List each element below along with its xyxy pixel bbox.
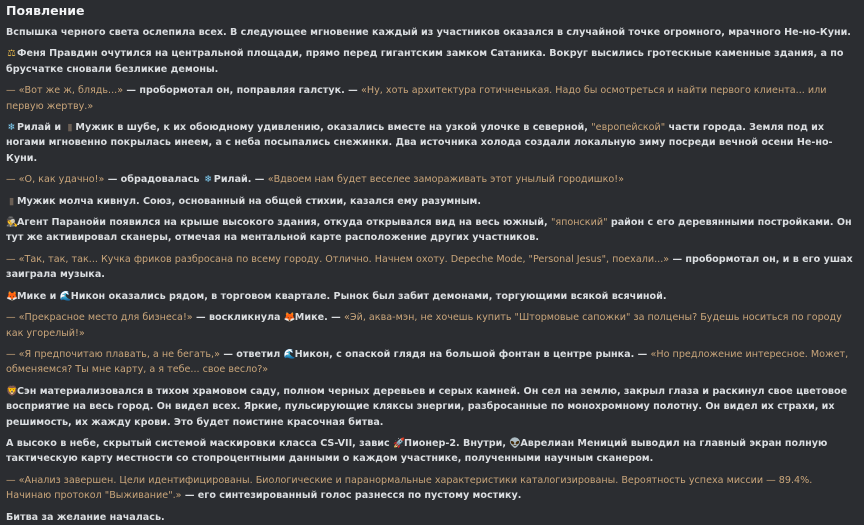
quote: — «О, как удачно!» xyxy=(6,174,105,186)
quote: — «Прекрасное место для бизнеса!» xyxy=(6,312,193,324)
quote: — «Я предпочитаю плавать, а не бегать,» xyxy=(6,348,220,360)
quote: «Ну, хоть архитектура готичненькая. Надо бы осмотреться и найти первого клиента... или первую жертву.» xyxy=(6,85,827,112)
fox-icon: 🦊 xyxy=(283,312,296,324)
wave-icon: 🌊 xyxy=(59,290,72,302)
paragraph-fenya-speech: — «Вот же ж, блядь...» — пробормотал он, поправляя галстук. — «Ну, хоть архитектура готичненькая. Надо бы осмотреться и найти первого клиента... или первую жертву.» xyxy=(6,85,827,112)
quote: «Но предложение интересное. Может, обменяемся? Ты мне карту, а я тебе... свое весло?» xyxy=(6,348,849,376)
paragraph-mike-speech: — «Прекрасное место для бизнеса!» — воскликнула 🦊Мике. — «Эй, аква-мэн, не хочешь купить "Штормовые сапожки" за полцены? Будешь носиться по городу как угорелый!» xyxy=(6,312,842,339)
paragraph-fenya: ⚖Феня Правдин очутился на центральной площади, прямо перед гигантским замком Сатаника. Вокруг высились гротескные каменные здания, а по брусчатке сновали безликие демоны. xyxy=(6,48,844,75)
scales-icon: ⚖ xyxy=(7,48,16,60)
rocket-icon: 🚀 xyxy=(393,437,405,449)
paragraph-analysis: — «Анализ завершен. Цели идентифицированы. Биологические и паранормальные характеристики каталогизированы. Вероятность успеха миссии — 89.4%. Начинаю протокол "Выживание".» — его синтезированный голос разнесся по пустому мостику. xyxy=(6,474,813,502)
paragraph-agent: 🕵Агент Паранойи появился на крыше высокого здания, откуда открывался вид на весь южный, "японский" район с его деревянными постройками. Он тут же активировал сканеры, отмечая на ментальной карте расположение других участников. xyxy=(6,217,852,244)
paragraph-sen: 🦁Сэн материализовался в тихом храмовом саду, полном черных деревьев и серых камней. Он сел на землю, закрыл глаза и раскинул свое цветовое восприятие на весь город. Он видел всех. Яркие, пульсирующие кляксы энергии, разбросанные по монохромному полотну. Он видел их страхи, их решимость, их жажду крови. Это будет поистине красочная битва. xyxy=(6,385,848,428)
lion-icon: 🦁 xyxy=(6,385,18,397)
paragraph-nikon-speech: — «Я предпочитаю плавать, а не бегать,» — ответил 🌊Никон, с опаской глядя на большой фонтан в центре рынка. — «Но предложение интересное. Может, обменяемся? Ты мне карту, а я тебе... свое весло?» xyxy=(6,348,849,376)
snowflake-icon: ❄ xyxy=(204,174,213,186)
paragraph-mike: 🦊Мике и 🌊Никон оказались рядом, в торговом квартале. Рынок был забит демонами, торгующими всякой всячиной. xyxy=(6,289,858,304)
spy-icon: 🕵 xyxy=(6,217,18,229)
paragraph-intro: Вспышка черного света ослепила всех. В следующее мгновение каждый из участников оказался в случайной точке огромного, мрачного Не-но-Куни. xyxy=(6,27,851,38)
quote: «Вдвоем нам будет веселее замораживать этот унылый городишко!» xyxy=(267,174,624,186)
quote: — «Вот же ж, блядь...» xyxy=(6,85,124,97)
quote: — «Так, так, так... Кучка фриков разбросана по всему городу. Отлично. Начнем охоту. Depeche Mode, "Personal Jesus", поехали...» xyxy=(6,253,670,265)
paragraph-agent-speech: — «Так, так, так... Кучка фриков разбросана по всему городу. Отлично. Начнем охоту. Depeche Mode, "Personal Jesus", поехали...» — пробормотал он, и в его ушах заиграла музыка. xyxy=(6,253,853,281)
wave-icon: 🌊 xyxy=(283,348,296,360)
paragraph-pioneer: А высоко в небе, скрытый системой маскировки класса CS-VII, завис 🚀Пионер-2. Внутри, 👽Аврелиан Мениций выводил на главный экран полную тактическую карту местности со стопроцентными данными о каждом участнике, полученными научным сканером. xyxy=(6,437,828,465)
paragraph-ending: Битва за желание началась. xyxy=(6,511,165,523)
snowflake-icon: ❄ xyxy=(7,122,16,134)
quote: «Эй, аква-мэн, не хочешь купить "Штормовые сапожки" за полцены? Будешь носиться по городу как угорелый!» xyxy=(6,312,842,339)
fox-icon: 🦊 xyxy=(6,290,18,302)
quote: — «Анализ завершен. Цели идентифицированы. Биологические и паранормальные характеристики каталогизированы. Вероятность успеха миссии — 89.4%. Начинаю протокол "Выживание".» xyxy=(6,474,813,502)
message-heading: Появление xyxy=(6,3,85,18)
paragraph-muzhik: ▮ Мужик молча кивнул. Союз, основанный на общей стихии, казался ему разумным. xyxy=(6,194,858,209)
paragraph-rilai-speech: — «О, как удачно!» — обрадовалась ❄Рилай. — «Вдвоем нам будет веселее замораживать этот унылый городишко!» xyxy=(6,172,858,187)
highlight: "европейской" xyxy=(591,122,666,134)
coat-icon: ▮ xyxy=(8,195,15,207)
alien-icon: 👽 xyxy=(509,437,522,449)
highlight: "японский" xyxy=(550,217,608,229)
paragraph-rilai: ❄Рилай и ▮ Мужик в шубе, к их обоюдному удивлению, оказались вместе на узкой улочке в северной, "европейской" части города. Земля под их ногами мгновенно покрылась инеем, а с неба посыпались снежинки. Два источника холода создали локальную зиму посреди вечной осени Не-но-Куни. xyxy=(6,122,833,164)
coat-icon: ▮ xyxy=(67,122,73,134)
